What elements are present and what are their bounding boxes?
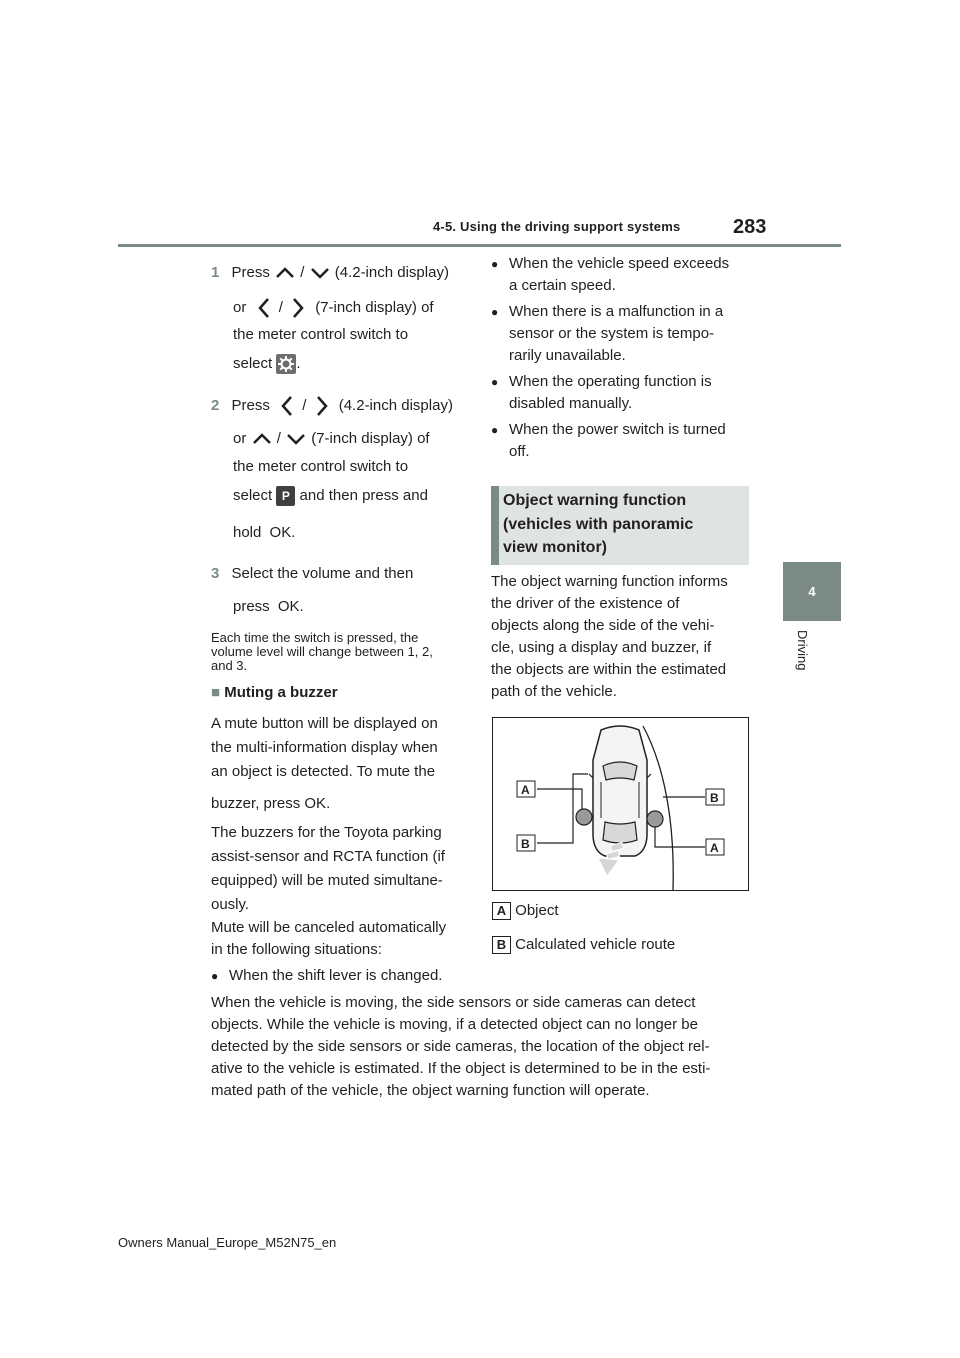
ok-button-icon: OK xyxy=(304,795,327,812)
para-line: detected by the side sensors or side cameras, the location of the object rel- xyxy=(211,1038,710,1055)
slash-text: / xyxy=(278,298,283,316)
step-3-line-2 xyxy=(233,596,304,618)
muting-heading xyxy=(211,682,338,704)
body-line: cle, using a display and buzzer, if xyxy=(491,639,712,656)
muting-paragraph-1 xyxy=(211,712,438,816)
legend-key: A xyxy=(492,902,511,920)
step-text: or xyxy=(233,430,247,447)
parking-sensor-icon: P xyxy=(276,486,295,506)
note-line: volume level will change between 1, 2, xyxy=(211,644,433,659)
section-title: 4-5. Using the driving support systems xyxy=(433,219,681,234)
para-line: the multi-information display when xyxy=(211,739,438,756)
object-marker-left xyxy=(576,809,592,825)
body-line: objects along the side of the vehi- xyxy=(491,617,715,634)
step-text: select xyxy=(233,487,273,504)
slash-text: / xyxy=(276,430,281,447)
step-text: (7-inch display) of xyxy=(311,430,430,447)
note-line: Each time the switch is pressed, the xyxy=(211,630,419,645)
step-text: . xyxy=(299,598,304,615)
step-text: or xyxy=(233,298,247,316)
bullet-speed xyxy=(491,253,729,297)
step-text: Press xyxy=(231,264,270,281)
ok-button-icon: OK xyxy=(277,598,300,615)
chevron-left-icon xyxy=(280,394,294,418)
chevron-right-icon xyxy=(291,296,305,320)
para-line: ously. xyxy=(211,896,250,913)
step-2-line-1 xyxy=(211,394,453,418)
object-warning-figure xyxy=(492,717,749,891)
bullet-line: ● When the vehicle speed exceeds xyxy=(491,253,729,275)
step-text: (7-inch display) of xyxy=(315,298,434,316)
object-marker-right xyxy=(647,811,663,827)
step-number: 3 xyxy=(211,565,220,582)
step-2-line-4 xyxy=(233,485,428,507)
chevron-down-icon xyxy=(285,432,307,446)
para-line: When the vehicle is moving, the side sensors or side cameras can detect xyxy=(211,994,696,1011)
heading-square-icon: ■ xyxy=(211,684,221,701)
bullet-line: rarily unavailable. xyxy=(509,347,626,364)
step-text: Select the volume and then xyxy=(231,565,414,582)
diagram-label-a-right: A xyxy=(710,841,719,855)
legend-object xyxy=(492,900,559,922)
step-text: press xyxy=(233,598,270,615)
settings-gear-icon xyxy=(276,354,296,374)
step-text: select xyxy=(233,355,273,372)
para-line: Mute will be canceled automatically xyxy=(211,919,447,936)
chevron-left-icon xyxy=(257,296,271,320)
body-line: The object warning function informs xyxy=(491,573,728,590)
para-text: . xyxy=(326,795,331,812)
heading-text: Muting a buzzer xyxy=(224,684,338,701)
step-1-line-3: the meter control switch to xyxy=(233,326,409,343)
legend-key: B xyxy=(492,936,511,954)
car-top-view-icon xyxy=(589,726,651,856)
para-line xyxy=(211,792,438,816)
step-text: hold xyxy=(233,524,262,541)
chapter-label: Driving xyxy=(795,630,810,671)
bullet-shift-lever: ● When the shift lever is changed. xyxy=(211,965,442,987)
chevron-up-icon xyxy=(251,432,273,446)
step-1-line-4 xyxy=(233,353,301,375)
step-2-line-3: the meter control switch to xyxy=(233,458,409,475)
diagram-label-a-left: A xyxy=(521,783,530,797)
bullet-line: a certain speed. xyxy=(509,277,616,294)
para-line: A mute button will be displayed on xyxy=(211,715,438,732)
heading-line: view monitor) xyxy=(503,539,608,556)
step-1-line-1 xyxy=(211,262,449,284)
step-number: 2 xyxy=(211,396,220,414)
para-line: equipped) will be muted simultane- xyxy=(211,872,443,889)
object-warning-heading xyxy=(503,489,693,560)
ok-button-icon: OK xyxy=(269,524,292,541)
note-line: and 3. xyxy=(211,658,248,673)
slash-text: / xyxy=(302,396,307,414)
legend-text: Object xyxy=(515,902,559,919)
bullet-line: disabled manually. xyxy=(509,395,633,412)
body-line: the objects are within the estimated xyxy=(491,661,727,678)
para-line: The buzzers for the Toyota parking xyxy=(211,824,442,841)
para-line: ative to the vehicle is estimated. If the object is determined to be in the esti- xyxy=(211,1060,711,1077)
step-3-line-1 xyxy=(211,563,413,585)
volume-note xyxy=(211,631,433,673)
body-line: path of the vehicle. xyxy=(491,683,617,700)
chapter-number: 4 xyxy=(808,584,816,599)
chevron-down-icon xyxy=(309,266,331,280)
bullet-line: sensor or the system is tempo- xyxy=(509,325,715,342)
header-rule xyxy=(118,244,841,247)
step-text: Press xyxy=(231,396,270,414)
chapter-tab xyxy=(783,562,841,621)
chevron-right-icon xyxy=(315,394,329,418)
diagram-label-b-right: B xyxy=(710,791,719,805)
step-2-line-5 xyxy=(233,522,295,544)
bullet-line: ● When the operating function is xyxy=(491,371,712,393)
car-diagram xyxy=(493,718,748,890)
bullet-malfunction xyxy=(491,301,723,367)
page-number: 283 xyxy=(733,216,767,238)
bullet-line: ● When there is a malfunction in a xyxy=(491,301,723,323)
bullet-power-switch xyxy=(491,419,726,463)
footer-manual-id: Owners Manual_Europe_M52N75_en xyxy=(118,1235,337,1250)
bullet-line: ● When the power switch is turned xyxy=(491,419,726,441)
step-text: and then press and xyxy=(299,487,428,504)
step-1-line-2 xyxy=(233,296,434,320)
heading-line: (vehicles with panoramic xyxy=(503,515,694,533)
step-text: . xyxy=(291,524,296,541)
heading-accent-bar xyxy=(491,486,499,565)
heading-line: Object warning function xyxy=(503,492,687,509)
step-2-line-2 xyxy=(233,428,430,450)
object-warning-body xyxy=(491,571,728,703)
diagram-label-b-left: B xyxy=(521,837,530,851)
step-text: (4.2-inch display) xyxy=(334,264,449,281)
body-line: the driver of the existence of xyxy=(491,595,680,612)
para-line: mated path of the vehicle, the object warning function will operate. xyxy=(211,1082,650,1099)
step-text: . xyxy=(296,355,301,372)
muting-paragraph-3 xyxy=(211,917,446,961)
para-line: an object is detected. To mute the xyxy=(211,763,436,780)
bullet-line: off. xyxy=(509,443,530,460)
para-line: objects. While the vehicle is moving, if a detected object can no longer be xyxy=(211,1016,698,1033)
slash-text: / xyxy=(300,264,305,281)
step-number: 1 xyxy=(211,264,220,281)
para-line: assist-sensor and RCTA function (if xyxy=(211,848,445,865)
bottom-paragraph xyxy=(211,992,710,1102)
step-text: (4.2-inch display) xyxy=(338,396,453,414)
para-text: buzzer, press xyxy=(211,795,301,812)
bullet-disabled xyxy=(491,371,712,415)
chevron-up-icon xyxy=(274,266,296,280)
legend-text: Calculated vehicle route xyxy=(515,936,676,953)
para-line: in the following situations: xyxy=(211,941,382,958)
legend-route xyxy=(492,934,675,956)
muting-paragraph-2 xyxy=(211,821,445,917)
